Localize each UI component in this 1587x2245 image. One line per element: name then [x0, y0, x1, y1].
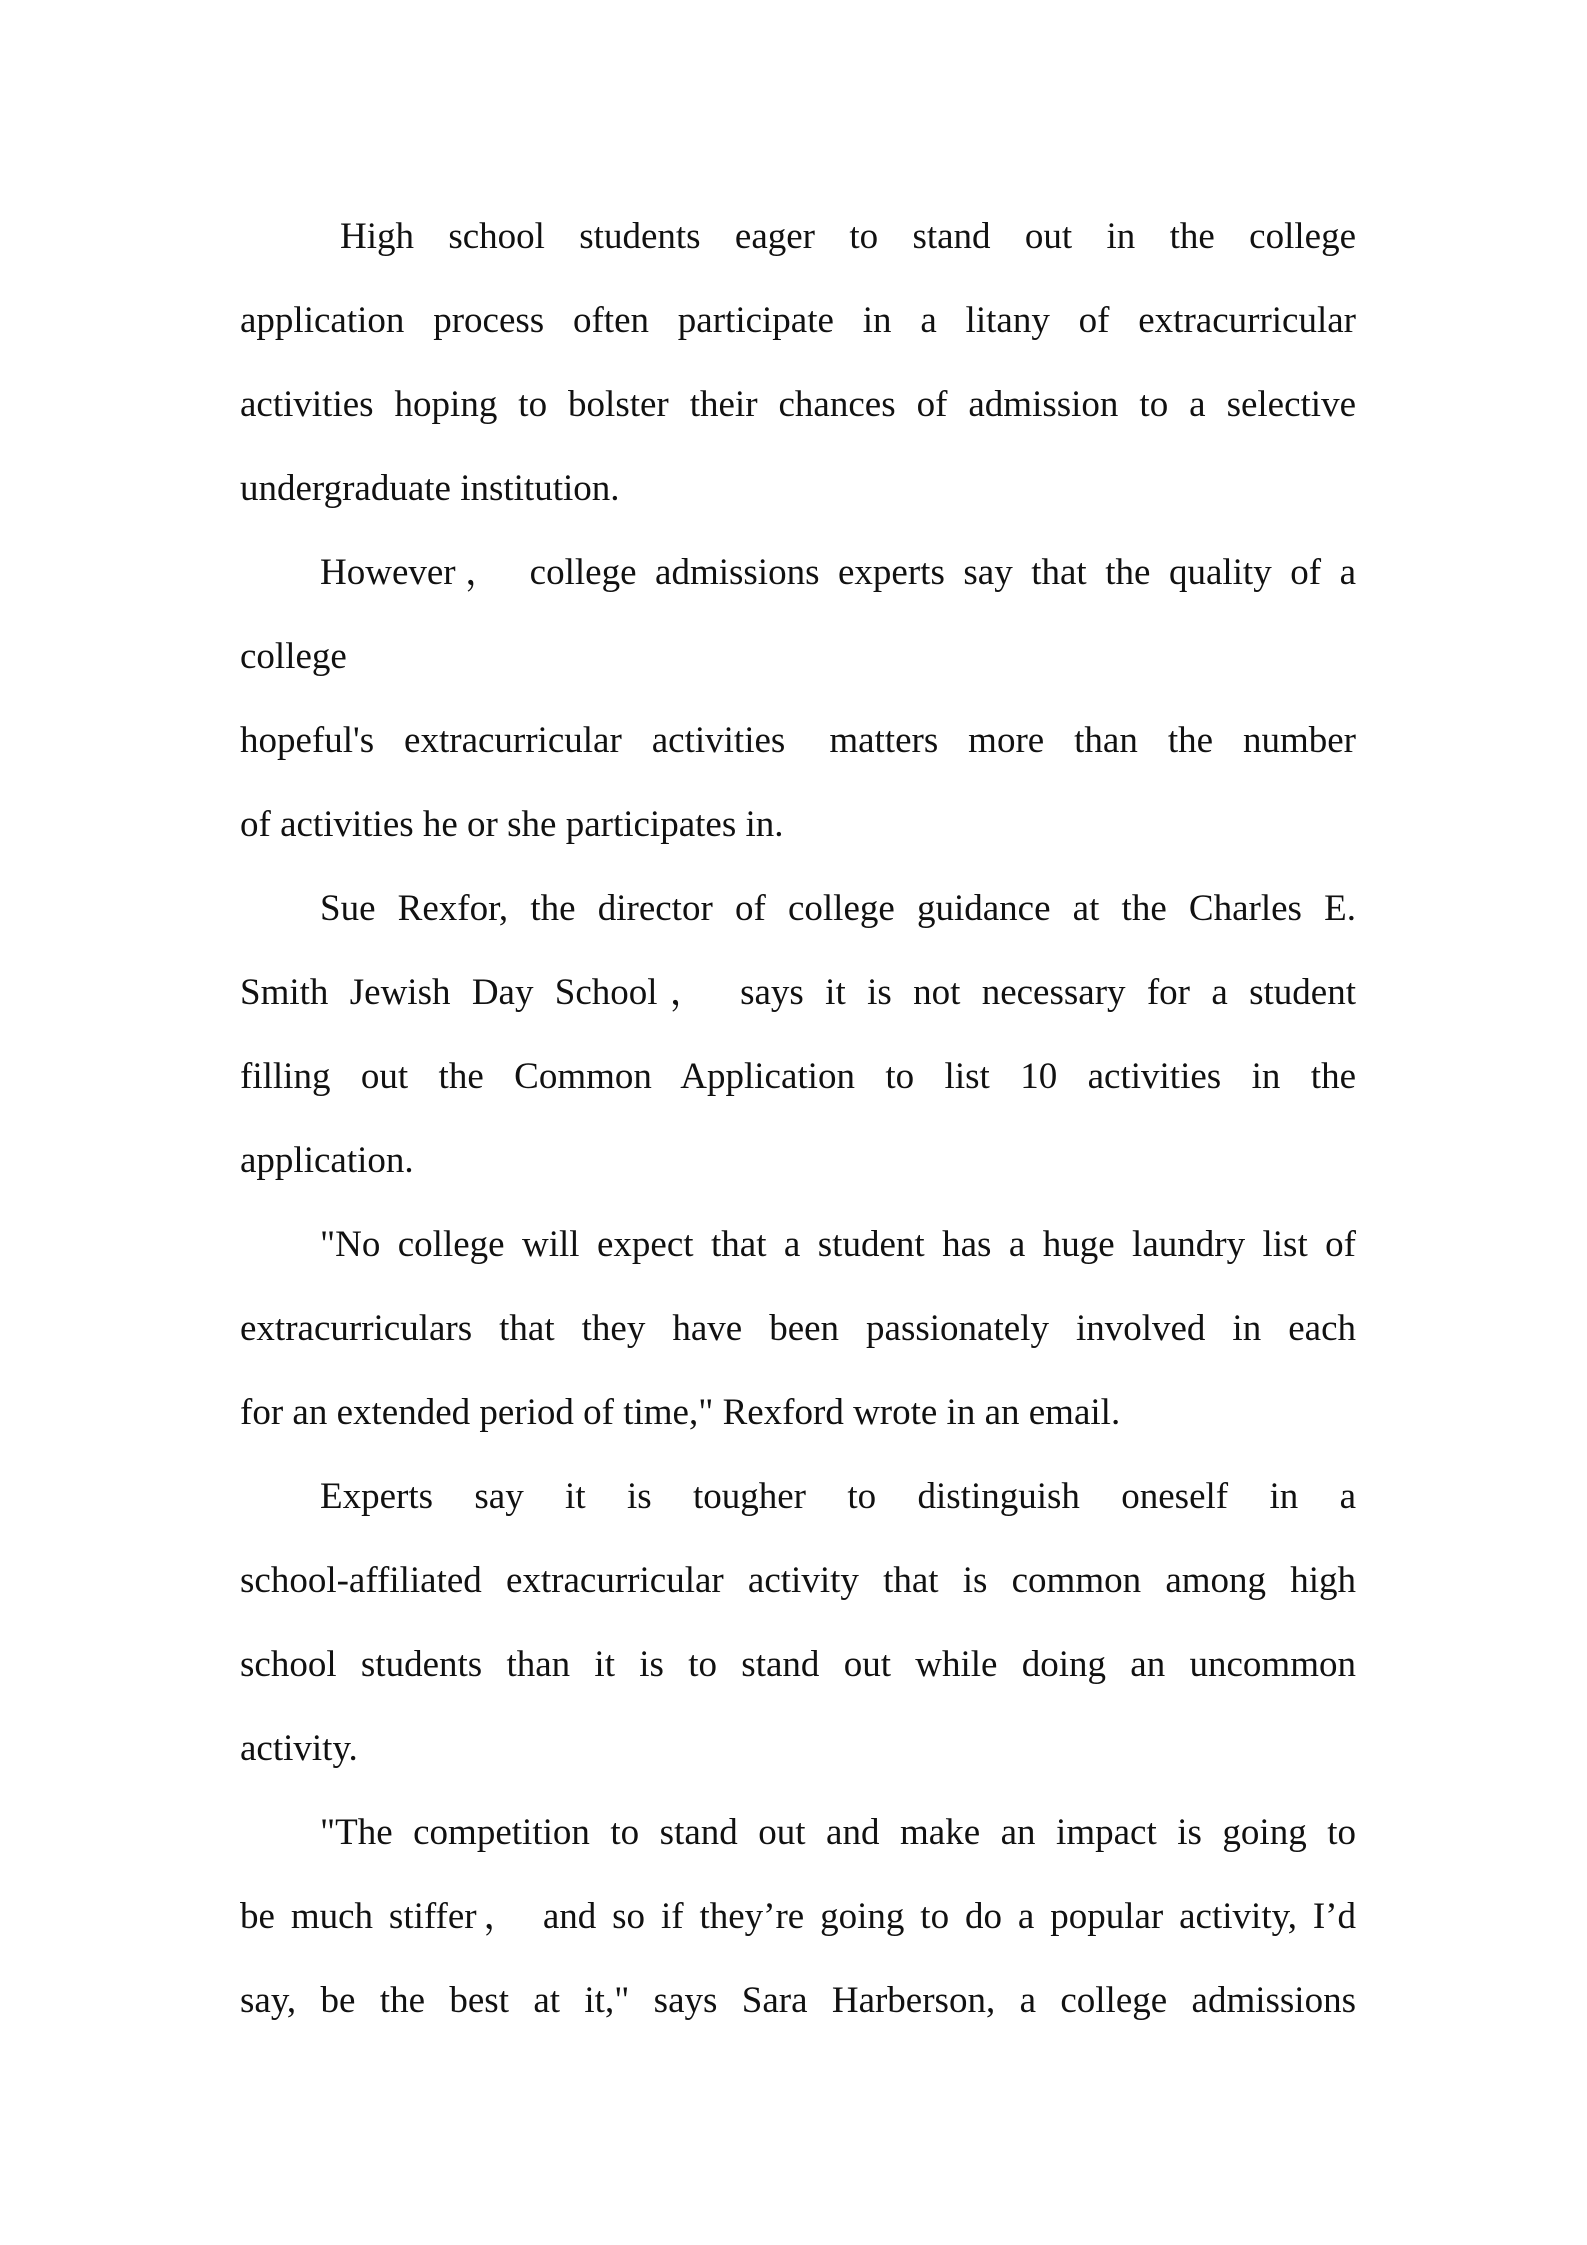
text-line: activities hoping to bolster their chances of admission to a selective [240, 384, 1356, 425]
text-line: activity. [240, 1728, 358, 1769]
text-line: filling out the Common Application to list 10 activities in the [240, 1056, 1356, 1097]
text-fragment: hopeful's extracurricular activities [240, 720, 786, 761]
text-line: Experts say it is tougher to distinguish oneself in a [320, 1476, 1356, 1517]
text-line: High school students eager to stand out in the college [340, 216, 1356, 257]
text-line: application process often participate in a litany of extracurricular [240, 300, 1356, 341]
text-line: college [240, 636, 347, 677]
text-line: for an extended period of time," Rexford wrote in an email. [240, 1392, 1121, 1433]
paragraph-4 [240, 1213, 1356, 1465]
text-line: application. [240, 1140, 414, 1181]
text-line: school students than it is to stand out while doing an uncommon [240, 1644, 1356, 1685]
text-line-split [240, 709, 1356, 793]
paragraph-3 [240, 877, 1356, 1213]
text-line: However， college admissions experts say that the quality of a [320, 552, 1356, 593]
paragraph-1 [240, 205, 1356, 541]
paragraph-6 [240, 1801, 1356, 2053]
text-line: of activities he or she participates in. [240, 804, 784, 845]
paragraph-2 [240, 541, 1356, 877]
paragraph-5 [240, 1465, 1356, 1801]
text-line: school-affiliated extracurricular activity that is common among high [240, 1560, 1356, 1601]
text-line: undergraduate institution. [240, 468, 620, 509]
article-body [240, 205, 1356, 2053]
text-line: say, be the best at it," says Sara Harberson, a college admissions [240, 1980, 1356, 2021]
text-line: Smith Jewish Day School， says it is not necessary for a student [240, 972, 1356, 1013]
text-line: Sue Rexfor, the director of college guidance at the Charles E. [320, 888, 1356, 929]
text-line: "No college will expect that a student has a huge laundry list of [320, 1224, 1356, 1265]
text-line: extracurriculars that they have been passionately involved in each [240, 1308, 1356, 1349]
text-line: be much stiffer， and so if they’re going to do a popular activity, I’d [240, 1896, 1356, 1937]
text-fragment: matters more than the number [829, 720, 1357, 761]
text-line: "The competition to stand out and make an impact is going to [320, 1812, 1356, 1853]
